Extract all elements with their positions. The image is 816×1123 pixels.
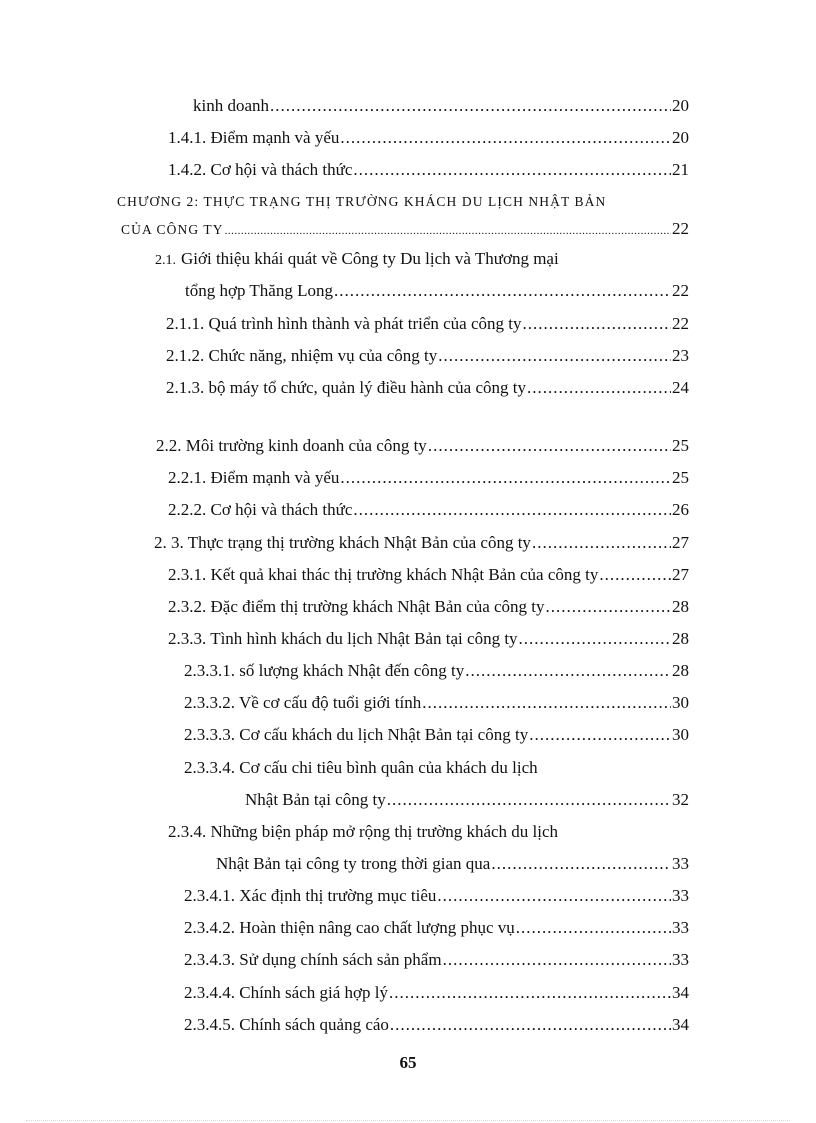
toc-entry-text: 2.2.1. Điểm mạnh và yếu: [168, 468, 340, 487]
toc-leader-dots: [438, 345, 671, 367]
toc-leader-dots: [270, 95, 671, 117]
toc-entry: [184, 757, 689, 779]
page-number: 65: [399, 1053, 417, 1072]
toc-entry-text: 2.3.3.3. Cơ cấu khách du lịch Nhật Bản tại công ty: [184, 725, 529, 744]
toc-entry: [168, 596, 689, 618]
toc-entry: [154, 532, 689, 554]
toc-leader-dots: [532, 532, 671, 554]
toc-leader-dots: [516, 917, 671, 939]
toc-entry-page: 33: [672, 918, 689, 937]
toc-entry-text: 2.3.4. Những biện pháp mở rộng thị trường khách du lịch: [168, 822, 559, 841]
toc-entry: [184, 982, 689, 1004]
toc-entry-text: 2.3.4.4. Chính sách giá hợp lý: [184, 983, 388, 1002]
toc-entry-text: 2.3.3.4. Cơ cấu chi tiêu bình quân của khách du lịch: [184, 758, 538, 777]
toc-entry-text: 2.2. Môi trường kinh doanh của công ty: [156, 436, 427, 455]
toc-leader-dots: [443, 949, 671, 971]
toc-leader-dots: [340, 467, 671, 489]
toc-entry-page: 33: [672, 886, 689, 905]
toc-leader-dots: [334, 280, 671, 302]
toc-chapter-heading: [117, 191, 689, 213]
toc-chapter-heading: [121, 218, 689, 242]
toc-entry: [168, 467, 689, 489]
toc-leader-dots: [523, 313, 672, 335]
toc-entry-page: 33: [672, 854, 689, 873]
toc-entry-text: 2.1.3. bộ máy tổ chức, quản lý điều hành của công ty: [166, 378, 526, 397]
toc-entry-text: Giới thiệu khái quát về Công ty Du lịch và Thương mại: [181, 249, 559, 268]
toc-entry: [216, 853, 689, 875]
toc-entry: [193, 95, 689, 117]
toc-entry-page: 33: [672, 950, 689, 969]
toc-entry-text: 2. 3. Thực trạng thị trường khách Nhật Bản của công ty: [154, 533, 531, 552]
toc-leader-dots: [390, 1014, 671, 1036]
toc-entry: [184, 949, 689, 971]
toc-entry-page: 32: [672, 790, 689, 809]
toc-entry-number: 2.1.: [155, 253, 176, 268]
toc-entry: [184, 660, 689, 682]
toc-entry: [184, 885, 689, 907]
toc-entry-text: 2.3.2. Đặc điểm thị trường khách Nhật Bản của công ty: [168, 597, 545, 616]
toc-entry-text: 2.3.3.2. Về cơ cấu độ tuổi giới tính: [184, 693, 422, 712]
toc-entry-text: 2.3.4.3. Sử dụng chính sách sản phẩm: [184, 950, 442, 969]
toc-entry-text: 2.3.4.1. Xác định thị trường mục tiêu: [184, 886, 437, 905]
toc-entry-page: 27: [672, 533, 689, 552]
toc-leader-dots: [465, 660, 671, 682]
toc-entry-page: 25: [672, 468, 689, 487]
toc-entry-text: 2.2.2. Cơ hội và thách thức: [168, 500, 353, 519]
toc-entry-text: Nhật Bản tại công ty trong thời gian qua: [216, 854, 491, 873]
toc-entry: [168, 127, 689, 149]
toc-entry: [168, 499, 689, 521]
toc-leader-dots: [491, 853, 671, 875]
toc-leader-dots: [389, 982, 671, 1004]
toc-leader-dots: [353, 159, 671, 181]
toc-leader-dots: [546, 596, 671, 618]
toc-entry-text: 2.1.2. Chức năng, nhiệm vụ của công ty: [166, 346, 438, 365]
toc-entry-text: 2.3.3.1. số lượng khách Nhật đến công ty: [184, 661, 465, 680]
toc-entry: [184, 917, 689, 939]
page-bottom-divider: [26, 1120, 790, 1121]
toc-entry: [185, 280, 689, 302]
toc-entry-page: 28: [672, 661, 689, 680]
toc-leader-dots: [437, 885, 671, 907]
toc-entry-text: 1.4.1. Điểm mạnh và yếu: [168, 128, 340, 147]
toc-entry-text: kinh doanh: [193, 96, 270, 115]
toc-entry: [245, 789, 689, 811]
toc-entry-text: 2.3.4.2. Hoàn thiện nâng cao chất lượng phục vụ: [184, 918, 515, 937]
toc-entry-page: 22: [672, 219, 689, 238]
toc-entry-page: 26: [672, 500, 689, 519]
toc-entry: [166, 377, 689, 399]
toc-entry-page: 34: [672, 983, 689, 1002]
toc-entry-text: 2.3.1. Kết quả khai thác thị trường khách Nhật Bản của công ty: [168, 565, 599, 584]
toc-entry: [168, 628, 689, 650]
toc-entry-page: 20: [672, 128, 689, 147]
toc-leader-dots: [599, 564, 671, 586]
toc-entry-text: 2.3.4.5. Chính sách quảng cáo: [184, 1015, 389, 1034]
toc-entry-text: tổng hợp Thăng Long: [185, 281, 333, 300]
toc-entry: [168, 159, 689, 181]
toc-entry: [166, 313, 689, 335]
toc-entry-page: 30: [672, 725, 689, 744]
toc-entry: [168, 821, 689, 843]
toc-entry-page: 28: [672, 629, 689, 648]
toc-leader-dots: [529, 724, 671, 746]
toc-entry-page: 22: [672, 314, 689, 333]
toc-leader-dots: [527, 377, 671, 399]
toc-entry: [156, 435, 689, 457]
toc-entry-page: 24: [672, 378, 689, 397]
toc-entry-text: 2.1.1. Quá trình hình thành và phát triển của công ty: [166, 314, 522, 333]
toc-leader-dots: [387, 789, 671, 811]
toc-entry: [184, 1014, 689, 1036]
toc-entry-text: CỦA CÔNG TY: [121, 222, 224, 237]
toc-leader-dots: [225, 220, 671, 242]
toc-entry-page: 27: [672, 565, 689, 584]
toc-leader-dots: [340, 127, 671, 149]
toc-leader-dots: [422, 692, 671, 714]
toc-entry-text: Nhật Bản tại công ty: [245, 790, 386, 809]
toc-leader-dots: [519, 628, 671, 650]
toc-entry-page: 30: [672, 693, 689, 712]
toc-entry-page: 21: [672, 160, 689, 179]
toc-entry-page: 22: [672, 281, 689, 300]
toc-entry: [166, 345, 689, 367]
toc-leader-dots: [353, 499, 671, 521]
toc-entry: [184, 724, 689, 746]
toc-entry: [155, 248, 689, 272]
toc-entry: [184, 692, 689, 714]
toc-entry-text: CHƯƠNG 2: THỰC TRẠNG THỊ TRƯỜNG KHÁCH DU LỊCH NHẬT BẢN: [117, 194, 607, 209]
toc-entry-page: 23: [672, 346, 689, 365]
toc-entry-page: 28: [672, 597, 689, 616]
toc-leader-dots: [428, 435, 671, 457]
toc-entry-page: 34: [672, 1015, 689, 1034]
toc-entry-page: 25: [672, 436, 689, 455]
toc-entry-text: 2.3.3. Tình hình khách du lịch Nhật Bản tại công ty: [168, 629, 518, 648]
toc-entry-text: 1.4.2. Cơ hội và thách thức: [168, 160, 353, 179]
toc-entry-page: 20: [672, 96, 689, 115]
toc-entry: [168, 564, 689, 586]
